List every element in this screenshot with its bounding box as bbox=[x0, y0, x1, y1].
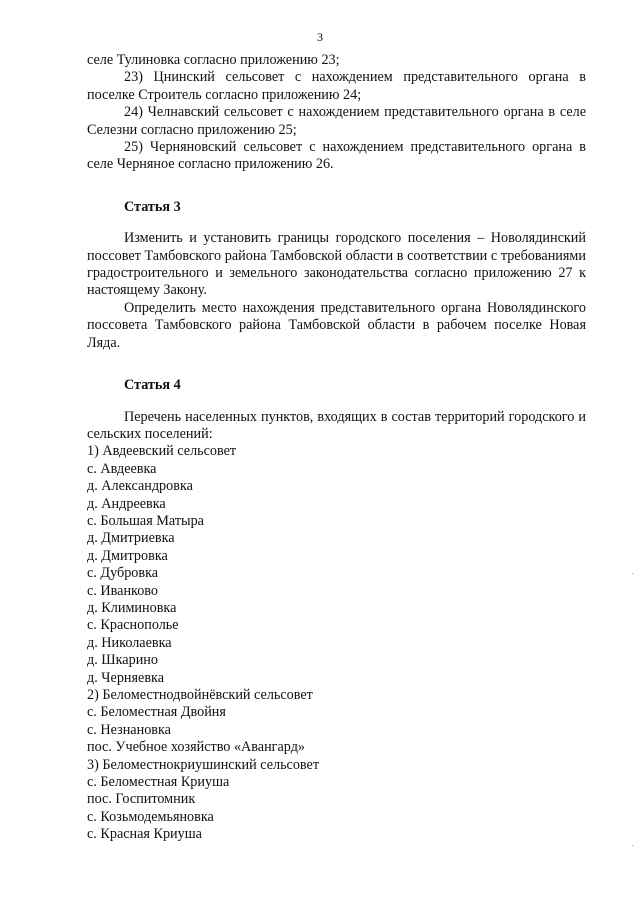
settlement-list-item: с. Краснополье bbox=[87, 617, 179, 634]
settlement-list-item: д. Шкарино bbox=[87, 652, 158, 669]
settlement-list-item: д. Николаевка bbox=[87, 634, 172, 651]
settlement-list-item: пос. Учебное хозяйство «Авангард» bbox=[87, 739, 306, 756]
settlement-list-item: с. Козьмодемьяновка bbox=[87, 808, 214, 825]
settlement-list-item: с. Иванково bbox=[87, 582, 158, 599]
settlement-list-item: с. Авдеевка bbox=[87, 460, 157, 477]
article-3-heading: Статья 3 bbox=[124, 198, 181, 215]
article-3 bbox=[87, 199, 586, 352]
paragraph-item-24: 24) Челнавский сельсовет с нахождением представительного органа в селе Селезни согласно приложению 25; bbox=[87, 104, 586, 138]
continuation-section bbox=[87, 52, 586, 174]
paragraph-continuation: селе Тулиновка согласно приложению 23; bbox=[87, 52, 340, 68]
article-4-heading: Статья 4 bbox=[124, 377, 181, 394]
settlement-list-item: д. Климиновка bbox=[87, 599, 177, 616]
settlement-list-item: д. Александровка bbox=[87, 478, 193, 495]
settlement-list-item: с. Большая Матыра bbox=[87, 512, 204, 529]
document-body bbox=[87, 52, 586, 844]
paragraph-item-25: 25) Черняновский сельсовет с нахождением представительного органа в селе Черняное согласно приложению 26. bbox=[87, 139, 586, 173]
settlement-list-item: д. Дмитровка bbox=[87, 547, 168, 564]
paragraph-item-23: 23) Цнинский сельсовет с нахождением представительного органа в поселке Строитель согласно приложению 24; bbox=[87, 69, 586, 103]
settlement-list-item: с. Беломестная Двойня bbox=[87, 704, 226, 721]
settlement-list-item: с. Незнановка bbox=[87, 721, 171, 738]
settlement-list-item: д. Черняевка bbox=[87, 669, 165, 686]
scan-mark: ˙ bbox=[631, 844, 635, 855]
article-3-paragraph-2: Определить место нахождения представительного органа Новолядинского поссовета Тамбовского района Тамбовской области в рабочем поселке Новая Ляда. bbox=[87, 299, 586, 351]
settlement-list-item: 3) Беломестнокриушинский сельсовет bbox=[87, 756, 320, 773]
settlement-list bbox=[87, 443, 586, 843]
article-4-intro: Перечень населенных пунктов, входящих в состав территорий городского и сельских поселений: bbox=[87, 408, 586, 442]
settlement-list-item: с. Дубровка bbox=[87, 565, 159, 582]
settlement-list-item: пос. Госпитомник bbox=[87, 791, 196, 808]
settlement-list-item: 2) Беломестнодвойнёвский сельсовет bbox=[87, 687, 313, 703]
page-number: 3 bbox=[317, 30, 323, 44]
settlement-list-item: 1) Авдеевский сельсовет bbox=[87, 443, 237, 460]
settlement-list-item: д. Дмитриевка bbox=[87, 530, 175, 547]
settlement-list-item: с. Беломестная Криуша bbox=[87, 774, 230, 791]
article-4 bbox=[87, 377, 586, 844]
settlement-list-item: д. Андреевка bbox=[87, 495, 166, 512]
scan-mark: ˙ bbox=[631, 572, 635, 583]
article-3-paragraph-1: Изменить и установить границы городского поселения – Новолядинский поссовет Тамбовского района Тамбовской области в соответствии с требованиями градостроительного и земельного законодательства согласно приложению 27 к настоящему Закону. bbox=[87, 230, 586, 299]
settlement-list-item: с. Красная Криуша bbox=[87, 826, 202, 843]
